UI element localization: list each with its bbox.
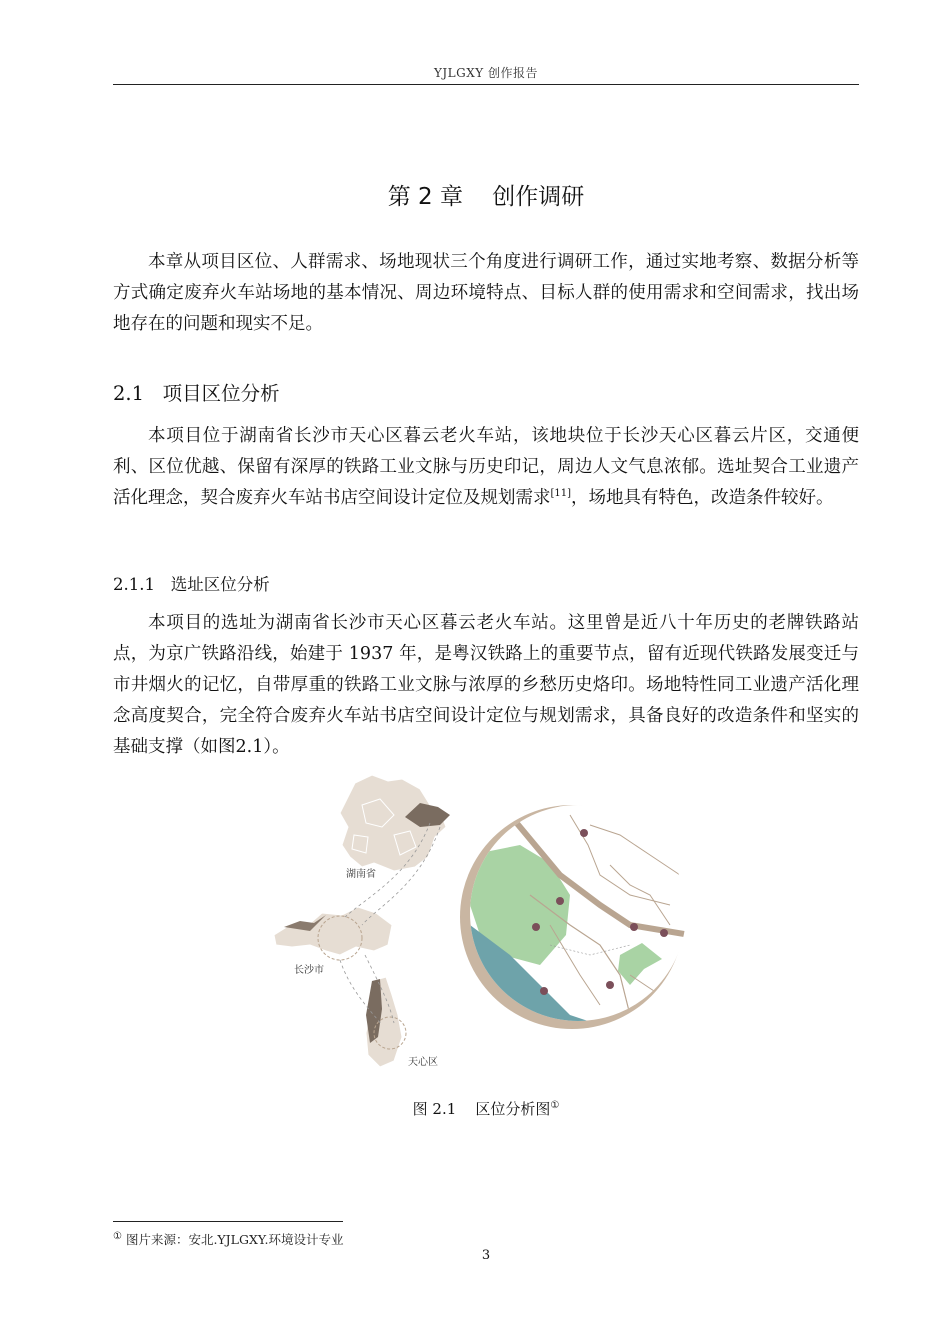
section-2-1-1-heading xyxy=(113,571,270,595)
section-number: 2.1 xyxy=(113,382,145,405)
header-rule xyxy=(113,84,859,85)
subsection-number: 2.1.1 xyxy=(113,575,155,594)
section-2-1-1-paragraph: 本项目的选址为湖南省长沙市天心区暮云老火车站。这里曾是近八十年历史的老牌铁路站点，为京广铁路沿线，始建于 1937 年，是粤汉铁路上的重要节点，留有近现代铁路发展变迁与市井烟火的记忆，自带厚重的铁路工业文脉与浓厚的乡愁历史烙印。场地特性同工业遗产活化理念高度契合，完全符合废弃火车站书店空间设计定位与规划需求，具备良好的改造条件和坚实的基础支撑（如图2.1）。 xyxy=(113,613,859,757)
city-label: 长沙市 xyxy=(294,965,324,976)
footnote-rule xyxy=(113,1221,343,1222)
district-label: 天心区 xyxy=(408,1057,438,1068)
section-2-1-heading xyxy=(113,378,280,406)
figure-caption xyxy=(113,1098,859,1119)
footnote-mark: ① xyxy=(113,1230,122,1242)
intro-paragraph: 本章从项目区位、人群需求、场地现状三个角度进行调研工作，通过实地考察、数据分析等方式确定废弃火车站场地的基本情况、周边环境特点、目标人群的使用需求和空间需求，找出场地存在的问题和现实不足。 xyxy=(113,252,859,334)
paragraph-text: 本项目位于湖南省长沙市天心区暮云老火车站，该地块位于长沙天心区暮云片区，交通便利、区位优越、保留有深厚的铁路工业文脉与历史印记，周边人文气息浓郁。选址契合工业遗产活化理念，契合废弃火车站书店空间设计定位及规划需求 xyxy=(113,426,859,508)
section-title: 项目区位分析 xyxy=(162,382,280,405)
subsection-title: 选址区位分析 xyxy=(170,575,270,594)
location-map-illustration xyxy=(270,775,690,1075)
changsha-city-shape xyxy=(274,907,392,955)
footnote xyxy=(113,1230,343,1248)
province-label: 湖南省 xyxy=(346,869,376,880)
caption-text: 图 2.1 区位分析图 xyxy=(412,1100,551,1118)
location-analysis-figure xyxy=(270,775,690,1075)
caption-footnote-mark: ① xyxy=(550,1100,560,1111)
chapter-title: 第 2 章 创作调研 xyxy=(387,184,585,210)
paragraph-text-end: ，场地具有特色，改造条件较好。 xyxy=(571,488,834,508)
running-header: YJLGXY 创作报告 xyxy=(433,66,539,80)
page-number: 3 xyxy=(481,1248,491,1263)
section-2-1-paragraph xyxy=(113,421,859,514)
footnote-text: 图片来源：安北.YJLGXY.环境设计专业 xyxy=(121,1232,344,1247)
citation: [11] xyxy=(550,488,572,500)
